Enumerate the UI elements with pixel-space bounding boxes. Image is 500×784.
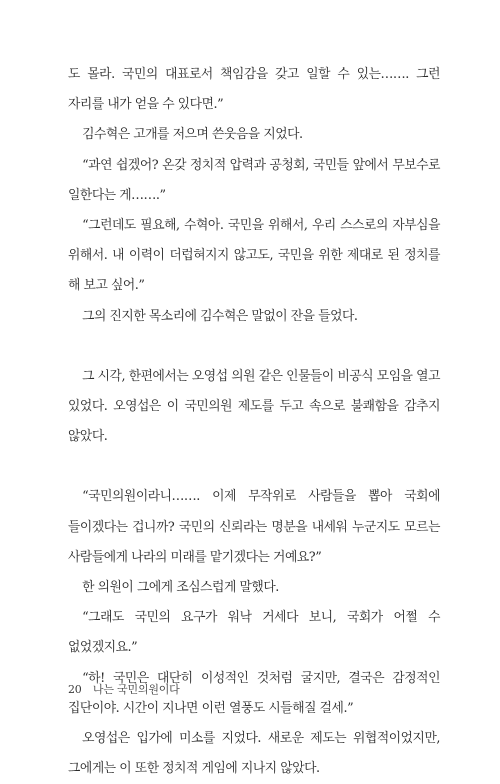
page-body xyxy=(68,60,440,784)
section-break xyxy=(68,332,440,362)
paragraph: 오영섭은 입가에 미소를 지었다. 새로운 제도는 위협적이었지만, 그에게는 이 또한 정치적 게임에 지나지 않았다. xyxy=(68,731,440,777)
page-footer xyxy=(68,682,180,698)
paragraph: 김수혁은 고개를 저으며 쓴웃음을 지었다. xyxy=(82,127,303,143)
paragraph-dialogue: “과연 쉽겠어? 온갖 정치적 압력과 공청회, 국민들 앞에서 무보수로 일한다는 게…….” xyxy=(68,157,440,203)
paragraph: 그 시각, 한편에서는 오영섭 의원 같은 인물들이 비공식 모임을 열고 있었다. 오영섭은 이 국민의원 제도를 두고 속으로 불쾌함을 감추지 않았다. xyxy=(68,368,440,445)
paragraph-dialogue: “하! 국민은 대단히 이성적인 것처럼 굴지만, 결국은 감정적인 집단이야. 시간이 지나면 이런 열풍도 시들해질 걸세.” xyxy=(68,670,440,716)
paragraph: 그의 진지한 목소리에 김수혁은 말없이 잔을 들었다. xyxy=(82,308,358,324)
paragraph-dialogue: “그래도 국민의 요구가 워낙 거세다 보니, 국회가 어쩔 수 없었겠지요.” xyxy=(68,610,440,656)
section-break xyxy=(68,452,440,482)
book-title: 나는 국민의원이다 xyxy=(92,683,180,696)
page-number: 20 xyxy=(68,683,82,696)
paragraph-dialogue: “그런데도 필요해, 수혁아. 국민을 위해서, 우리 스스로의 자부심을 위해서. 내 이력이 더럽혀지지 않고도, 국민을 위한 제대로 된 정치를 해 보고 싶어.” xyxy=(68,218,440,294)
paragraph-dialogue: “국민의원이라니……. 이제 무작위로 사람들을 뽑아 국회에 들이겠다는 겁니까? 국민의 신뢰라는 명분을 내세워 누군지도 모르는 사람들에게 나라의 미래를 맡기겠다는 거예요?” xyxy=(68,489,440,565)
paragraph-continued: 도 몰라. 국민의 대표로서 책임감을 갖고 일할 수 있는……. 그런 자리를 내가 얻을 수 있다면.” xyxy=(68,67,440,113)
paragraph: 한 의원이 그에게 조심스럽게 말했다. xyxy=(82,580,279,596)
